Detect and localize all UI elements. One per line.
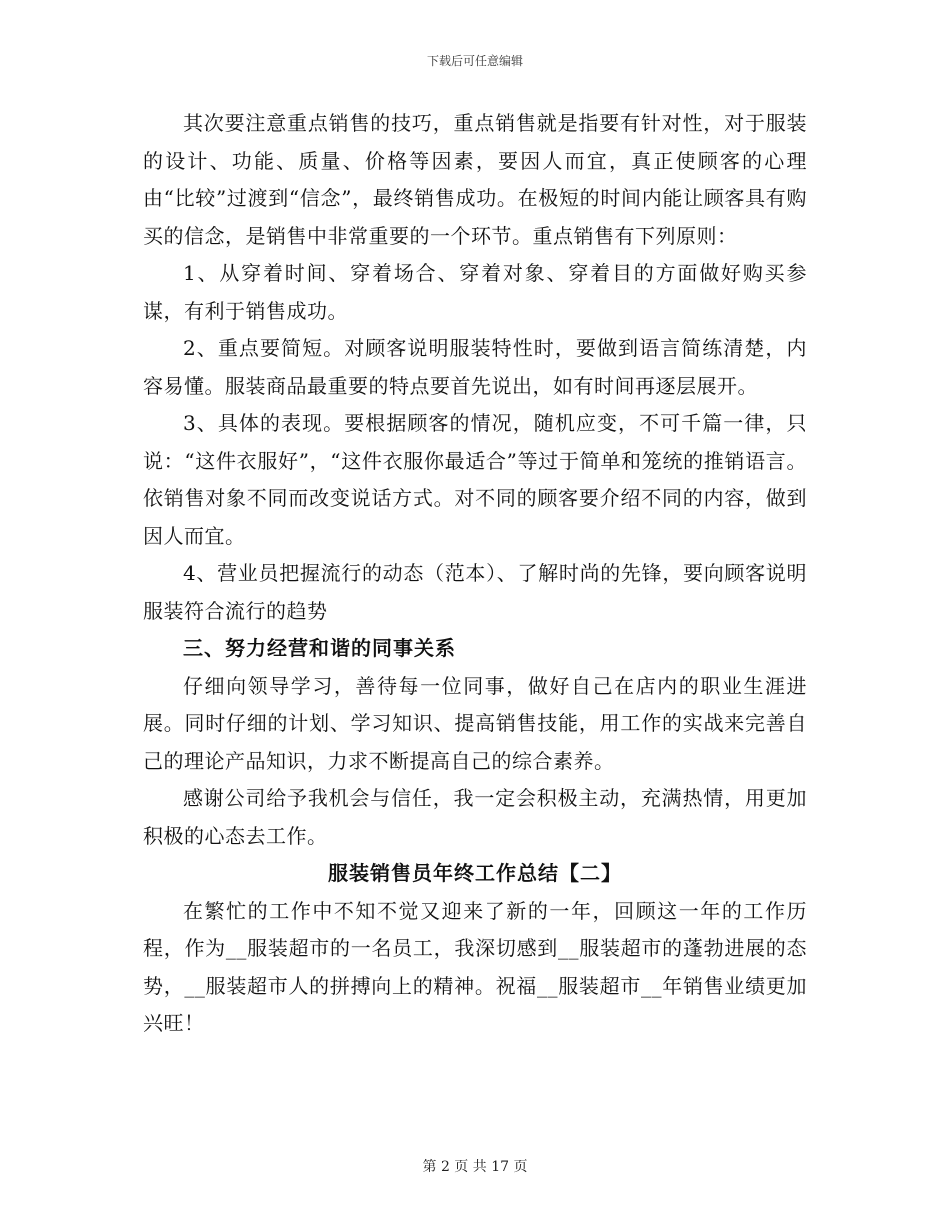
paragraph-thanks: 感谢公司给予我机会与信任，我一定会积极主动，充满热情，用更加积极的心态去工作。 (143, 786, 807, 848)
document-body (143, 105, 807, 1043)
paragraph-principle-4: 4、营业员把握流行的动态（范本）、了解时尚的先锋，要向顾客说明服装符合流行的趋势 (143, 561, 807, 623)
paragraph-review-intro: 在繁忙的工作中不知不觉又迎来了新的一年，回顾这一年的工作历程，作为__服装超市的一名员工，我深切感到__服装超市的蓬勃进展的态势，__服装超市人的拼搏向上的精神。祝福__服装超市__年销售业绩更加兴旺！ (143, 898, 807, 1035)
paragraph-sales-techniques: 其次要注意重点销售的技巧，重点销售就是指要有针对性，对于服装的设计、功能、质量、价格等因素，要因人而宜，真正使顾客的心理由“比较”过渡到“信念”，最终销售成功。在极短的时间内能让顾客具有购买的信念，是销售中非常重要的一个环节。重点销售有下列原则： (143, 111, 807, 248)
paragraph-principle-1: 1、从穿着时间、穿着场合、穿着对象、穿着目的方面做好购买参谋，有利于销售成功。 (143, 261, 807, 323)
page-footer: 第 2 页 共 17 页 (422, 1159, 528, 1175)
page-header: 下载后可任意编辑 (426, 54, 523, 68)
section-heading-3: 三、努力经营和谐的同事关系 (183, 636, 456, 660)
paragraph-principle-3: 3、具体的表现。要根据顾客的情况，随机应变，不可千篇一律，只说：“这件衣服好”，“这件衣服你最适合”等过于简单和笼统的推销语言。依销售对象不同而改变说话方式。对不同的顾客要介绍不同的内容，做到因人而宜。 (143, 411, 807, 548)
paragraph-colleagues: 仔细向领导学习，善待每一位同事，做好自己在店内的职业生涯进展。同时仔细的计划、学习知识、提高销售技能，用工作的实战来完善自己的理论产品知识，力求不断提高自己的综合素养。 (143, 673, 807, 773)
document-title-2: 服装销售员年终工作总结【二】 (328, 861, 622, 885)
paragraph-principle-2: 2、重点要简短。对顾客说明服装特性时，要做到语言简练清楚，内容易懂。服装商品最重要的特点要首先说出，如有时间再逐层展开。 (143, 336, 807, 398)
